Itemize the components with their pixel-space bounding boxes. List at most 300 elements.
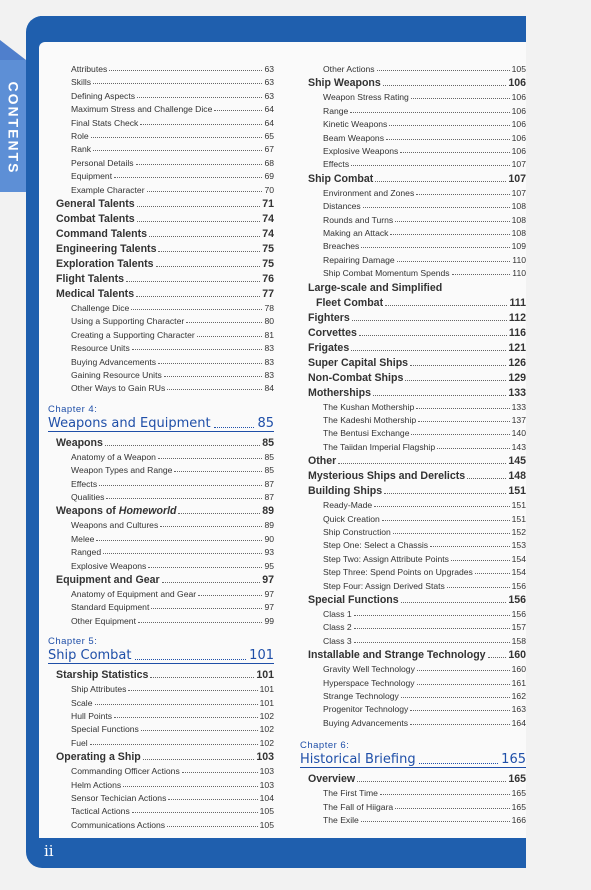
dot-leader	[475, 573, 510, 574]
toc-subentry[interactable]	[71, 520, 274, 530]
dot-leader	[141, 730, 258, 731]
toc-page-number: 153	[511, 540, 526, 551]
toc-subentry[interactable]	[71, 158, 274, 168]
toc-subentry[interactable]	[323, 788, 526, 798]
toc-subentry[interactable]	[323, 133, 526, 143]
toc-page-number: 97	[264, 589, 274, 599]
toc-page-number: 156	[511, 609, 526, 619]
toc-entry-title: Motherships	[308, 386, 371, 399]
top-stripe	[40, 16, 526, 42]
toc-page-number: 109	[511, 241, 526, 252]
toc-entry-title: Attributes	[71, 64, 108, 74]
toc-page-number: 151	[511, 500, 526, 511]
toc-subentry[interactable]	[323, 567, 526, 577]
dot-leader	[128, 690, 257, 691]
dot-leader	[397, 261, 511, 262]
dot-leader	[395, 221, 509, 222]
toc-page-number: 63	[264, 64, 274, 74]
tab-notch	[0, 40, 26, 60]
toc-entry-title: Role	[71, 131, 89, 141]
toc-entry-title: Resource Units	[71, 343, 130, 354]
toc-page-number: 81	[264, 329, 274, 340]
toc-page-number: 148	[508, 470, 526, 483]
toc-subentry[interactable]	[323, 718, 526, 728]
toc-entry-title: Step Four: Assign Derived Stats	[323, 580, 445, 591]
toc-subentry[interactable]	[71, 118, 274, 128]
toc-entry-title: The First Time	[323, 788, 378, 799]
toc-entry-title: Class 3	[323, 635, 352, 646]
toc-page-number: 140	[511, 428, 526, 439]
dot-leader	[114, 177, 262, 178]
dot-leader	[156, 266, 261, 267]
toc-subentry[interactable]	[323, 402, 526, 412]
toc-subentry[interactable]	[71, 370, 274, 380]
toc-entry-title: Melee	[71, 533, 95, 544]
toc-entry-title: Personal Details	[71, 157, 134, 168]
toc-subentry[interactable]	[71, 171, 274, 181]
chapter-title: Weapons and Equipment	[48, 415, 211, 431]
toc-page-number: 107	[511, 159, 526, 170]
toc-entry-title: Mysterious Ships and Derelicts	[308, 470, 466, 483]
toc-page-number: 90	[264, 533, 274, 544]
toc-entry-title: Frigates	[308, 341, 350, 354]
toc-subentry[interactable]	[323, 146, 526, 156]
toc-entry-title: Explosive Weapons	[323, 146, 399, 156]
dot-leader	[151, 608, 262, 609]
toc-subentry[interactable]	[71, 357, 274, 367]
toc-subentry[interactable]	[71, 303, 274, 313]
dot-leader	[99, 485, 262, 486]
toc-entry[interactable]	[308, 594, 526, 606]
toc-entry-title: Buying Advancements	[71, 356, 157, 367]
toc-entry-title: Tactical Actions	[71, 806, 130, 817]
toc-subentry[interactable]	[71, 806, 274, 816]
toc-entry-title: Weapon Types and Range	[71, 465, 173, 476]
dot-leader	[136, 164, 263, 165]
toc-subentry[interactable]	[71, 793, 274, 803]
toc-entry-title: Environment and Zones	[323, 187, 415, 198]
dot-leader	[410, 365, 506, 366]
toc-subentry[interactable]	[71, 589, 274, 599]
toc-page-number: 111	[509, 296, 526, 309]
toc-subentry[interactable]	[323, 581, 526, 591]
toc-subentry[interactable]	[71, 104, 274, 114]
toc-entry-title: Step Three: Spend Points on Upgrades	[323, 567, 473, 578]
toc-entry-title: Hyperspace Technology	[323, 677, 415, 688]
toc-entry[interactable]	[316, 297, 526, 309]
toc-entry-title: Medical Talents	[56, 288, 135, 300]
toc-subentry[interactable]	[71, 780, 274, 790]
dot-leader	[351, 165, 510, 166]
toc-entry-title: Helm Actions	[71, 779, 122, 790]
dot-leader	[410, 724, 510, 725]
toc-entry[interactable]	[308, 649, 526, 661]
dot-leader	[123, 786, 258, 787]
toc-entry-title: Ship Weapons	[308, 77, 381, 90]
toc-subentry[interactable]	[323, 704, 526, 714]
toc-entry-title: Special Functions	[71, 724, 139, 735]
toc-subentry[interactable]	[323, 514, 526, 524]
toc-entry[interactable]	[308, 312, 526, 324]
toc-entry-title: Ranged	[71, 547, 102, 558]
toc-page-number: 64	[264, 104, 274, 115]
dot-leader	[158, 251, 260, 252]
toc-subentry[interactable]	[323, 678, 526, 688]
toc-subentry[interactable]	[323, 201, 526, 211]
toc-page-number: 160	[511, 664, 526, 675]
toc-subentry[interactable]	[71, 602, 274, 612]
dot-leader	[390, 234, 509, 235]
toc-subentry[interactable]	[323, 609, 526, 619]
toc-entry[interactable]	[308, 485, 526, 497]
toc-page-number: 137	[511, 415, 526, 425]
toc-subentry[interactable]	[71, 91, 274, 101]
toc-entry-title: Explosive Weapons	[71, 560, 147, 571]
toc-entry[interactable]	[56, 273, 274, 285]
dot-leader	[96, 540, 262, 541]
dot-leader	[95, 704, 258, 705]
dot-leader	[106, 498, 262, 499]
toc-subentry[interactable]	[71, 465, 274, 475]
toc-entry-title: Repairing Damage	[323, 254, 395, 265]
toc-entry-title: Command Talents	[56, 228, 148, 240]
toc-entry-title: Installable and Strange Technology	[308, 649, 486, 662]
contents-tab-label: CONTENTS	[5, 81, 21, 175]
chapter-label: Chapter 4:	[48, 403, 98, 415]
toc-subentry[interactable]	[71, 479, 274, 489]
toc-subentry[interactable]	[323, 500, 526, 510]
toc-entry[interactable]	[56, 505, 274, 517]
toc-subentry[interactable]	[323, 241, 526, 251]
chapter-page-number: 165	[501, 752, 526, 768]
dot-leader	[361, 247, 509, 248]
dot-leader	[359, 335, 507, 336]
toc-entry-title: The Taiidan Imperial Flagship	[323, 441, 436, 452]
dot-leader	[385, 305, 507, 306]
toc-entry[interactable]	[308, 455, 526, 467]
toc-entry[interactable]	[56, 751, 274, 763]
toc-entry[interactable]	[56, 288, 274, 300]
dot-leader	[354, 615, 510, 616]
toc-entry-title: Exploration Talents	[56, 258, 154, 270]
toc-entry[interactable]	[56, 228, 274, 240]
toc-subentry[interactable]	[323, 527, 526, 537]
toc-page-number: 78	[264, 303, 274, 313]
chapter-title-link[interactable]	[48, 416, 274, 432]
dot-leader	[417, 684, 510, 685]
toc-page-number: 103	[256, 751, 274, 764]
toc-subentry[interactable]	[323, 268, 526, 278]
toc-page-number: 151	[508, 485, 526, 498]
toc-entry[interactable]	[308, 342, 526, 354]
toc-entry-title: Step Two: Assign Attribute Points	[323, 553, 449, 564]
dot-leader	[437, 448, 510, 449]
toc-page-number: 108	[511, 201, 526, 212]
toc-subentry[interactable]	[71, 766, 274, 776]
chapter-title: Ship Combat	[48, 648, 132, 664]
toc-entry-title: The Fall of Hiigara	[323, 801, 394, 812]
toc-entry-title: Large-scale and Simplified	[308, 281, 443, 294]
dot-leader	[167, 826, 258, 827]
dot-leader	[377, 70, 510, 71]
toc-subentry[interactable]	[323, 415, 526, 425]
toc-page-number: 158	[511, 635, 526, 646]
toc-page-number: 106	[511, 105, 526, 116]
dot-leader	[131, 309, 262, 310]
toc-entry-title: Super Capital Ships	[308, 356, 409, 369]
dot-leader	[416, 194, 509, 195]
toc-entry-title: Strange Technology	[323, 691, 399, 701]
toc-entry-title: Other Actions	[323, 64, 375, 74]
toc-subentry[interactable]	[71, 534, 274, 544]
dot-leader	[380, 794, 510, 795]
toc-subentry[interactable]	[71, 724, 274, 734]
toc-subentry[interactable]	[323, 119, 526, 129]
dot-leader	[488, 657, 507, 658]
toc-page-number: 108	[511, 214, 526, 225]
dot-leader	[375, 181, 506, 182]
toc-entry-title: Challenge Dice	[71, 303, 130, 313]
toc-subentry[interactable]	[323, 215, 526, 225]
toc-subentry[interactable]	[323, 188, 526, 198]
dot-leader	[411, 98, 510, 99]
toc-page-number: 165	[511, 788, 526, 799]
toc-page-number: 164	[511, 717, 526, 728]
toc-entry[interactable]	[308, 773, 526, 785]
toc-subentry[interactable]	[323, 622, 526, 632]
dot-leader	[197, 336, 263, 337]
toc-page-number: 89	[264, 520, 274, 531]
toc-subentry[interactable]	[71, 316, 274, 326]
toc-entry-title: The Bentusi Exchange	[323, 428, 410, 439]
dot-leader	[140, 124, 262, 125]
toc-page-number: 129	[508, 371, 526, 384]
dot-leader	[400, 152, 509, 153]
contents-tab-label-wrap	[4, 78, 22, 178]
chapter-label: Chapter 6:	[300, 740, 350, 752]
toc-entry[interactable]	[56, 258, 274, 270]
toc-page-number: 76	[262, 273, 274, 285]
dot-leader	[389, 125, 509, 126]
toc-subentry[interactable]	[323, 159, 526, 169]
toc-entry-title: Making an Attack	[323, 228, 389, 238]
toc-entry[interactable]	[308, 282, 526, 294]
dot-leader	[167, 389, 262, 390]
dot-leader	[430, 546, 510, 547]
dot-leader	[150, 677, 254, 678]
dot-leader	[452, 274, 511, 275]
dot-leader	[214, 427, 255, 428]
toc-entry-title: Combat Talents	[56, 213, 135, 225]
toc-subentry[interactable]	[71, 131, 274, 141]
toc-subentry[interactable]	[323, 106, 526, 116]
toc-entry[interactable]	[308, 357, 526, 369]
toc-entry[interactable]	[56, 213, 274, 225]
toc-entry-title: Effects	[71, 478, 98, 489]
toc-page-number: 108	[511, 228, 526, 238]
dot-leader	[135, 659, 247, 660]
toc-entry-title: Overview	[308, 773, 356, 786]
toc-subentry[interactable]	[71, 492, 274, 502]
page-number: ii	[44, 842, 54, 860]
toc-subentry[interactable]	[71, 616, 274, 626]
dot-leader	[103, 553, 262, 554]
toc-subentry[interactable]	[71, 738, 274, 748]
toc-page-number: 87	[264, 492, 274, 502]
toc-page-number: 106	[511, 119, 526, 130]
toc-page-number: 107	[508, 172, 526, 185]
chapter-title-link[interactable]	[300, 752, 526, 768]
dot-leader	[148, 567, 262, 568]
toc-subentry[interactable]	[71, 698, 274, 708]
toc-entry-title: Class 1	[323, 609, 352, 619]
toc-page-number: 121	[508, 341, 526, 354]
toc-subentry[interactable]	[71, 547, 274, 557]
dot-leader	[418, 421, 510, 422]
toc-entry-title: Fighters	[308, 311, 350, 324]
toc-page-number: 74	[262, 228, 274, 240]
chapter-title-link[interactable]	[48, 648, 274, 664]
toc-subentry[interactable]	[323, 636, 526, 646]
toc-subentry[interactable]	[71, 64, 274, 74]
dot-leader	[138, 622, 262, 623]
toc-entry[interactable]	[56, 243, 274, 255]
toc-page-number: 84	[264, 383, 274, 394]
toc-entry-title: General Talents	[56, 198, 135, 210]
toc-page-number: 104	[259, 793, 274, 803]
toc-entry-title: Engineering Talents	[56, 243, 157, 255]
toc-entry-title: Quick Creation	[323, 513, 380, 524]
dot-leader	[373, 395, 506, 396]
toc-entry-title: Weapons of Homeworld	[56, 505, 177, 518]
toc-page-number: 77	[262, 288, 274, 300]
toc-page-number: 68	[264, 157, 274, 168]
toc-entry-title: Class 2	[323, 622, 352, 633]
bottom-bar	[78, 838, 526, 868]
toc-subentry[interactable]	[323, 442, 526, 452]
toc-subentry[interactable]	[71, 343, 274, 353]
toc-subentry[interactable]	[323, 255, 526, 265]
toc-subentry[interactable]	[323, 540, 526, 550]
toc-subentry[interactable]	[323, 64, 526, 74]
toc-page-number: 116	[508, 326, 526, 339]
toc-subentry[interactable]	[71, 684, 274, 694]
toc-entry-title: Corvettes	[308, 326, 357, 339]
toc-page-number: 156	[511, 580, 526, 591]
toc-page-number: 126	[508, 356, 526, 369]
dot-leader	[451, 560, 510, 561]
dot-leader	[383, 85, 507, 86]
dot-leader	[93, 83, 262, 84]
toc-page-number: 110	[512, 254, 526, 265]
dot-leader	[182, 772, 258, 773]
toc-page-number: 83	[264, 370, 274, 380]
toc-subentry[interactable]	[71, 330, 274, 340]
toc-page-number: 143	[511, 441, 526, 452]
dot-leader	[401, 602, 507, 603]
toc-subentry[interactable]	[323, 92, 526, 102]
toc-entry-title: Fuel	[71, 737, 88, 748]
toc-entry[interactable]	[56, 198, 274, 210]
toc-subentry[interactable]	[71, 561, 274, 571]
dot-leader	[132, 349, 263, 350]
dot-leader	[350, 112, 509, 113]
toc-entry[interactable]	[56, 437, 274, 449]
toc-subentry[interactable]	[323, 691, 526, 701]
toc-subentry[interactable]	[323, 554, 526, 564]
toc-subentry[interactable]	[71, 144, 274, 154]
dot-leader	[160, 526, 262, 527]
toc-page-number: 161	[511, 677, 526, 688]
toc-entry-title: Communications Actions	[71, 819, 166, 830]
toc-entry-title: Ship Combat	[308, 172, 374, 185]
toc-subentry[interactable]	[323, 228, 526, 238]
dot-leader	[114, 717, 258, 718]
toc-entry[interactable]	[56, 574, 274, 586]
toc-subentry[interactable]	[71, 452, 274, 462]
dot-leader	[384, 493, 506, 494]
toc-page-number: 154	[511, 567, 526, 578]
dot-leader	[467, 478, 506, 479]
toc-page-number: 101	[256, 669, 274, 682]
dot-leader	[164, 376, 263, 377]
dot-leader	[178, 513, 260, 514]
toc-page-number: 107	[511, 187, 526, 198]
toc-subentry[interactable]	[71, 383, 274, 393]
toc-entry-title: Non-Combat Ships	[308, 371, 404, 384]
toc-entry-title: Rounds and Turns	[323, 214, 394, 225]
dot-leader	[417, 670, 510, 671]
toc-subentry[interactable]	[71, 711, 274, 721]
toc-entry-title: Using a Supporting Character	[71, 316, 185, 327]
toc-page-number: 165	[508, 773, 526, 786]
toc-page-number: 103	[259, 779, 274, 790]
toc-entry-title: Defining Aspects	[71, 90, 136, 101]
toc-page-number: 160	[508, 649, 526, 662]
toc-entry-title: Building Ships	[308, 485, 383, 498]
toc-subentry[interactable]	[71, 185, 274, 195]
toc-entry[interactable]	[308, 470, 526, 482]
toc-page-number: 65	[264, 131, 274, 141]
toc-page-number: 105	[511, 64, 526, 74]
toc-entry[interactable]	[308, 387, 526, 399]
toc-subentry[interactable]	[71, 77, 274, 87]
toc-page-number: 157	[511, 622, 526, 633]
toc-subentry[interactable]	[323, 815, 526, 825]
toc-subentry[interactable]	[71, 820, 274, 830]
toc-entry[interactable]	[56, 669, 274, 681]
toc-page-number: 101	[259, 684, 274, 695]
toc-entry-title: Gravity Well Technology	[323, 664, 415, 675]
toc-subentry[interactable]	[323, 802, 526, 812]
toc-subentry[interactable]	[323, 664, 526, 674]
toc-entry[interactable]	[308, 372, 526, 384]
toc-subentry[interactable]	[323, 428, 526, 438]
toc-page-number: 106	[508, 77, 526, 90]
dot-leader	[137, 206, 261, 207]
dot-leader	[357, 781, 506, 782]
toc-page-number: 97	[262, 574, 274, 586]
toc-entry-title: Operating a Ship	[56, 751, 141, 764]
toc-entry[interactable]	[308, 173, 526, 185]
dot-leader	[416, 408, 509, 409]
toc-entry-title: Equipment	[71, 171, 113, 182]
toc-entry[interactable]	[308, 327, 526, 339]
toc-page-number: 71	[262, 198, 274, 210]
toc-entry[interactable]	[308, 77, 526, 89]
chapter-title: Historical Briefing	[300, 752, 416, 768]
dot-leader	[382, 520, 510, 521]
